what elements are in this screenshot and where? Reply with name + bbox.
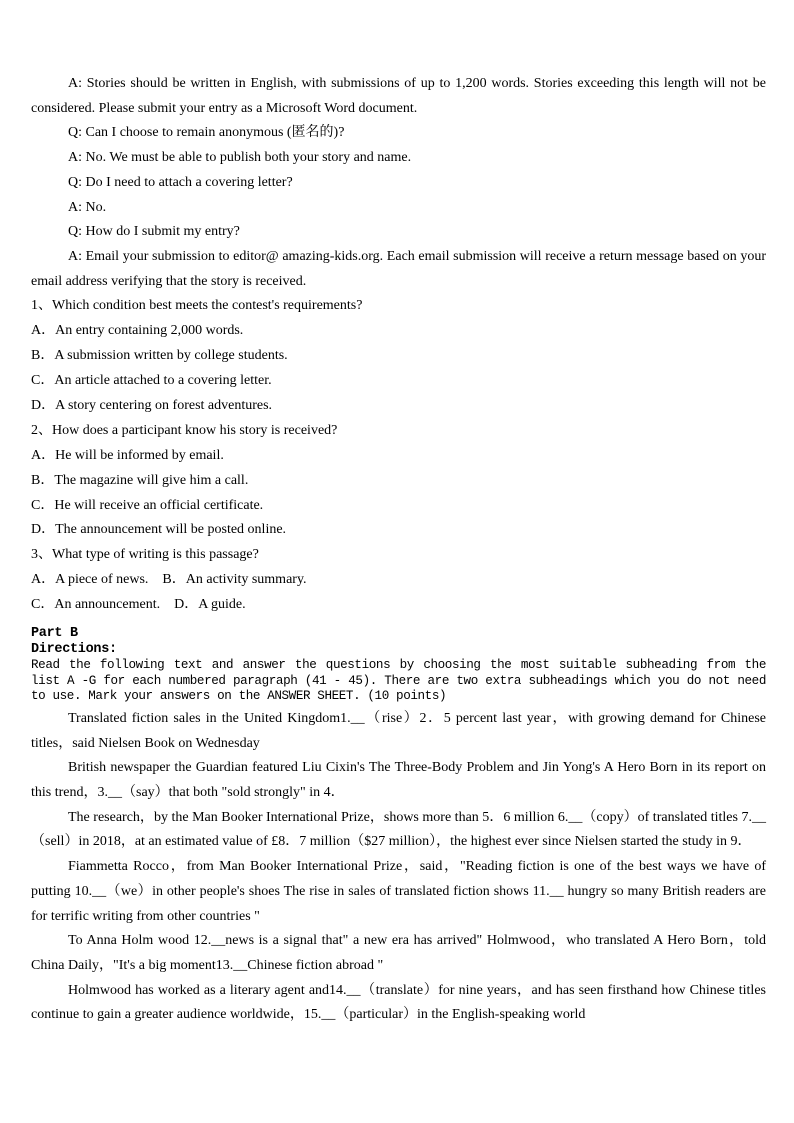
option-line: B．A submission written by college students. <box>31 348 288 364</box>
option-line: C．An article attached to a covering letter. <box>31 373 272 389</box>
option-line: A．An entry containing 2,000 words. <box>31 323 244 339</box>
option-line: C．An announcement. D．A guide. <box>31 597 246 613</box>
question-stem: 2、How does a participant know his story is received? <box>31 422 338 438</box>
passage-paragraph: Fiammetta Rocco，from Man Booker International Prize，said，"Reading fiction is one of the best ways we have of putting 10.__（we）in other people's shoes The rise in sales of translated fiction shows 11.__ hungry so many British readers are for terrific writing from other countries " <box>31 859 766 924</box>
passage-paragraph: The research，by the Man Booker International Prize，shows more than 5．6 million 6.__（copy）of translated titles 7.__（sell）in 2018，at an estimated value of £8．7 million（$27 million），the highest ever since Nielsen started the study in 9． <box>31 809 766 850</box>
faq-paragraph: A: No. <box>68 199 107 215</box>
option-line: A．A piece of news. B．An activity summary. <box>31 572 307 588</box>
faq-paragraph: Q: Do I need to attach a covering letter? <box>68 174 293 190</box>
passage-section <box>31 707 766 1028</box>
option-line: C．He will receive an official certificate. <box>31 497 264 513</box>
option-line: D．The announcement will be posted online. <box>31 522 287 538</box>
question-stem: 1、Which condition best meets the contest's requirements? <box>31 298 363 314</box>
passage-paragraph: Holmwood has worked as a literary agent and14.__（translate）for nine years，and has seen firsthand how Chinese titles continue to gain a greater audience worldwide，15.__（particular）in the English-speaking world <box>31 982 766 1023</box>
directions-text: Read the following text and answer the questions by choosing the most suitable subheading from the list A -G for each numbered paragraph (41 - 45). There are two extra subheadings which you do not need to use. Mark your answers on the ANSWER SHEET. (10 points) <box>31 658 766 704</box>
question-stem: 3、What type of writing is this passage? <box>31 547 259 563</box>
faq-paragraph: A: Stories should be written in English, with submissions of up to 1,200 words. Stories exceeding this length will not be considered. Please submit your entry as a Microsoft Word document. <box>31 76 766 116</box>
option-line: A．He will be informed by email. <box>31 447 224 463</box>
passage-paragraph: British newspaper the Guardian featured Liu Cixin's The Three-Body Problem and Jin Yong's A Hero Born in its report on this trend，3.__（say）that both "sold strongly" in 4． <box>31 760 766 800</box>
passage-paragraph: To Anna Holm wood 12.__news is a signal that" a new era has arrived" Holmwood，who translated A Hero Born，told China Daily，"It's a big moment13.__Chinese fiction abroad " <box>31 933 766 973</box>
part-b-heading: Part B <box>31 626 78 642</box>
faq-paragraph: A: No. We must be able to publish both your story and name. <box>68 150 412 166</box>
questions-section <box>31 294 766 618</box>
faq-paragraph: A: Email your submission to editor@ amazing-kids.org. Each email submission will receive a return message based on your email address verifying that the story is received. <box>31 248 766 289</box>
part-b-section <box>31 626 766 705</box>
faq-paragraph: Q: Can I choose to remain anonymous (匿名的)? <box>68 125 345 141</box>
faq-paragraph: Q: How do I submit my entry? <box>68 224 240 240</box>
option-line: D．A story centering on forest adventures. <box>31 397 273 413</box>
directions-label: Directions: <box>31 642 117 658</box>
faq-section <box>31 72 766 294</box>
passage-paragraph: Translated fiction sales in the United Kingdom1.__（rise）2．5 percent last year，with growing demand for Chinese titles，said Nielsen Book on Wednesday <box>31 710 766 751</box>
option-line: B．The magazine will give him a call. <box>31 472 249 488</box>
